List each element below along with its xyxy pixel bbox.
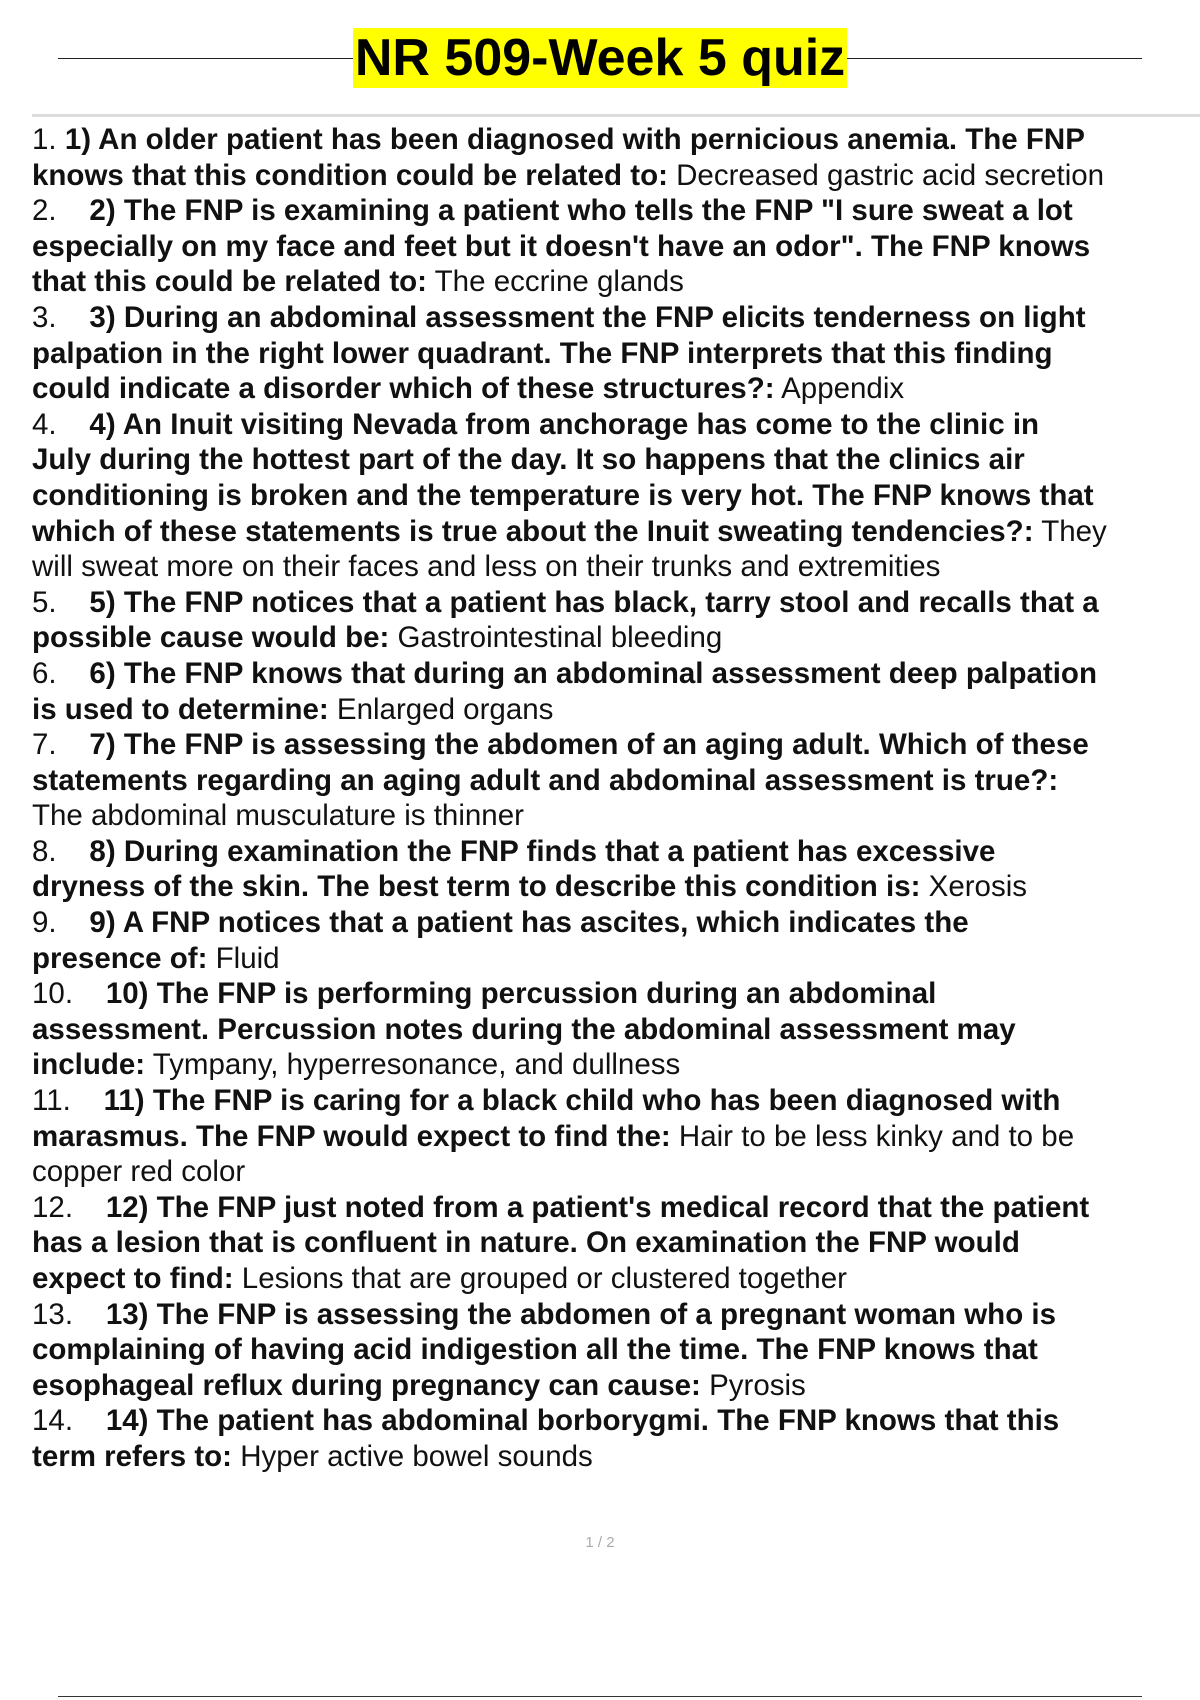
question-text: include: bbox=[32, 1048, 146, 1082]
question-text: 6) The FNP knows that during an abdominal assessment deep palpation bbox=[89, 656, 1097, 690]
page-indicator: 1 / 2 bbox=[585, 1534, 615, 1551]
question-number: 3. bbox=[32, 300, 57, 334]
question-line bbox=[32, 514, 1200, 550]
answer-text: The abdominal musculature is thinner bbox=[32, 799, 524, 833]
question-item bbox=[32, 193, 1200, 229]
question-line bbox=[32, 442, 1200, 478]
question-text: complaining of having acid indigestion all the time. The FNP knows that bbox=[32, 1333, 1038, 1367]
question-line bbox=[32, 1368, 1200, 1404]
question-text: 13) The FNP is assessing the abdomen of a pregnant woman who is bbox=[105, 1297, 1057, 1331]
question-line bbox=[32, 869, 1200, 905]
question-text: 9) A FNP notices that a patient has ascites, which indicates the bbox=[89, 906, 969, 940]
answer-text: copper red color bbox=[32, 1155, 246, 1189]
question-line bbox=[32, 1225, 1200, 1261]
question-text: esophageal reflux during pregnancy can cause: bbox=[32, 1368, 701, 1402]
question-text: dryness of the skin. The best term to describe this condition is: bbox=[32, 870, 921, 904]
question-number: 5. bbox=[32, 585, 57, 619]
answer-text: They bbox=[1033, 514, 1107, 548]
question-item bbox=[32, 407, 1200, 443]
question-number: 6. bbox=[32, 656, 57, 690]
title-rule-left bbox=[58, 58, 353, 59]
question-number: 11. bbox=[32, 1084, 71, 1118]
question-text: 14) The patient has abdominal borborygmi. The FNP knows that this bbox=[105, 1404, 1060, 1438]
page-title: NR 509-Week 5 quiz bbox=[354, 29, 846, 87]
answer-text: Pyrosis bbox=[700, 1368, 806, 1402]
answer-text: Xerosis bbox=[920, 870, 1028, 904]
question-item bbox=[32, 976, 1200, 1012]
question-item bbox=[32, 300, 1200, 336]
answer-text: Lesions that are grouped or clustered together bbox=[233, 1262, 847, 1295]
question-text: is used to determine: bbox=[32, 692, 329, 726]
question-text: knows that this condition could be related to: bbox=[32, 158, 668, 192]
question-text: that this could be related to: bbox=[32, 265, 427, 299]
question-number: 12. bbox=[32, 1190, 74, 1224]
question-item bbox=[32, 1403, 1200, 1439]
question-text: 2) The FNP is examining a patient who tells the FNP "I sure sweat a lot bbox=[89, 194, 1073, 228]
question-number: 9. bbox=[32, 906, 57, 940]
question-text: 12) The FNP just noted from a patient's medical record that the patient bbox=[105, 1190, 1090, 1224]
title-divider bbox=[32, 114, 1200, 117]
title-row bbox=[58, 28, 1142, 88]
question-item bbox=[32, 585, 1200, 621]
question-item bbox=[32, 1297, 1200, 1333]
question-line bbox=[32, 1154, 1200, 1190]
question-list bbox=[32, 122, 1200, 1475]
question-text: palpation in the right lower quadrant. The FNP interprets that this finding bbox=[32, 336, 1053, 370]
answer-text: Decreased gastric acid secretion bbox=[667, 158, 1105, 192]
bottom-rule bbox=[58, 1696, 1142, 1697]
question-number: 13. bbox=[32, 1297, 74, 1331]
question-number: 4. bbox=[32, 407, 57, 441]
question-line bbox=[32, 549, 1200, 585]
question-line bbox=[32, 941, 1200, 977]
question-text: could indicate a disorder which of these structures?: bbox=[32, 372, 775, 406]
question-line bbox=[32, 158, 1200, 194]
answer-text: Hyper active bowel sounds bbox=[232, 1439, 593, 1473]
question-line bbox=[32, 229, 1200, 265]
question-line bbox=[32, 1261, 1200, 1297]
question-text: marasmus. The FNP would expect to find the: bbox=[32, 1119, 671, 1153]
question-line bbox=[32, 264, 1200, 300]
question-text: presence of: bbox=[32, 941, 208, 975]
question-line bbox=[32, 478, 1200, 514]
question-text: conditioning is broken and the temperature is very hot. The FNP knows that bbox=[32, 478, 1094, 512]
answer-text: The eccrine glands bbox=[427, 265, 684, 299]
question-text: 11) The FNP is caring for a black child who has been diagnosed with bbox=[103, 1084, 1061, 1118]
question-item bbox=[32, 834, 1200, 870]
answer-text: Appendix bbox=[774, 372, 905, 406]
question-line bbox=[32, 763, 1200, 799]
question-number: 10. bbox=[32, 977, 74, 1011]
question-item bbox=[32, 727, 1200, 763]
answer-text: Fluid bbox=[207, 941, 280, 975]
question-text: expect to find: bbox=[32, 1262, 234, 1295]
question-item bbox=[32, 1083, 1200, 1119]
question-item bbox=[32, 122, 1200, 158]
question-text: 1) An older patient has been diagnosed with pernicious anemia. The FNP bbox=[64, 123, 1085, 156]
question-text: has a lesion that is confluent in nature. On examination the FNP would bbox=[32, 1226, 1020, 1260]
question-line bbox=[32, 1332, 1200, 1368]
question-line bbox=[32, 336, 1200, 372]
question-text: 10) The FNP is performing percussion during an abdominal bbox=[105, 977, 937, 1011]
question-text: which of these statements is true about the Inuit sweating tendencies?: bbox=[32, 514, 1034, 548]
answer-text: Hair to be less kinky and to be bbox=[670, 1119, 1075, 1153]
question-number: 8. bbox=[32, 834, 57, 868]
question-line bbox=[32, 371, 1200, 407]
question-number: 14. bbox=[32, 1404, 74, 1438]
question-number: 7. bbox=[32, 728, 57, 762]
question-text: July during the hottest part of the day. It so happens that the clinics air bbox=[32, 443, 1025, 477]
question-text: 3) During an abdominal assessment the FNP elicits tenderness on light bbox=[89, 300, 1086, 334]
answer-text: Enlarged organs bbox=[328, 692, 554, 726]
question-text: 4) An Inuit visiting Nevada from anchorage has come to the clinic in bbox=[89, 407, 1040, 441]
question-line bbox=[32, 692, 1200, 728]
answer-text: will sweat more on their faces and less on their trunks and extremities bbox=[32, 550, 941, 584]
question-text: 8) During examination the FNP finds that a patient has excessive bbox=[89, 834, 996, 868]
question-text: 5) The FNP notices that a patient has black, tarry stool and recalls that a bbox=[89, 585, 1099, 619]
question-line bbox=[32, 1439, 1200, 1475]
question-item bbox=[32, 905, 1200, 941]
question-text: term refers to: bbox=[32, 1439, 233, 1473]
question-text: possible cause would be: bbox=[32, 621, 390, 655]
question-line bbox=[32, 798, 1200, 834]
question-number: 2. bbox=[32, 194, 57, 228]
answer-text: Tympany, hyperresonance, and dullness bbox=[145, 1048, 681, 1082]
question-line bbox=[32, 1012, 1200, 1048]
question-text: statements regarding an aging adult and abdominal assessment is true?: bbox=[32, 763, 1059, 797]
question-item bbox=[32, 656, 1200, 692]
question-text: 7) The FNP is assessing the abdomen of an aging adult. Which of these bbox=[89, 728, 1089, 762]
answer-text: Gastrointestinal bleeding bbox=[389, 621, 723, 655]
question-line bbox=[32, 620, 1200, 656]
question-text: assessment. Percussion notes during the abdominal assessment may bbox=[32, 1012, 1016, 1046]
question-text: especially on my face and feet but it doesn't have an odor". The FNP knows bbox=[32, 229, 1091, 263]
title-rule-right bbox=[847, 58, 1142, 59]
question-line bbox=[32, 1119, 1200, 1155]
question-line bbox=[32, 1047, 1200, 1083]
question-number: 1. bbox=[32, 123, 57, 156]
question-item bbox=[32, 1190, 1200, 1226]
